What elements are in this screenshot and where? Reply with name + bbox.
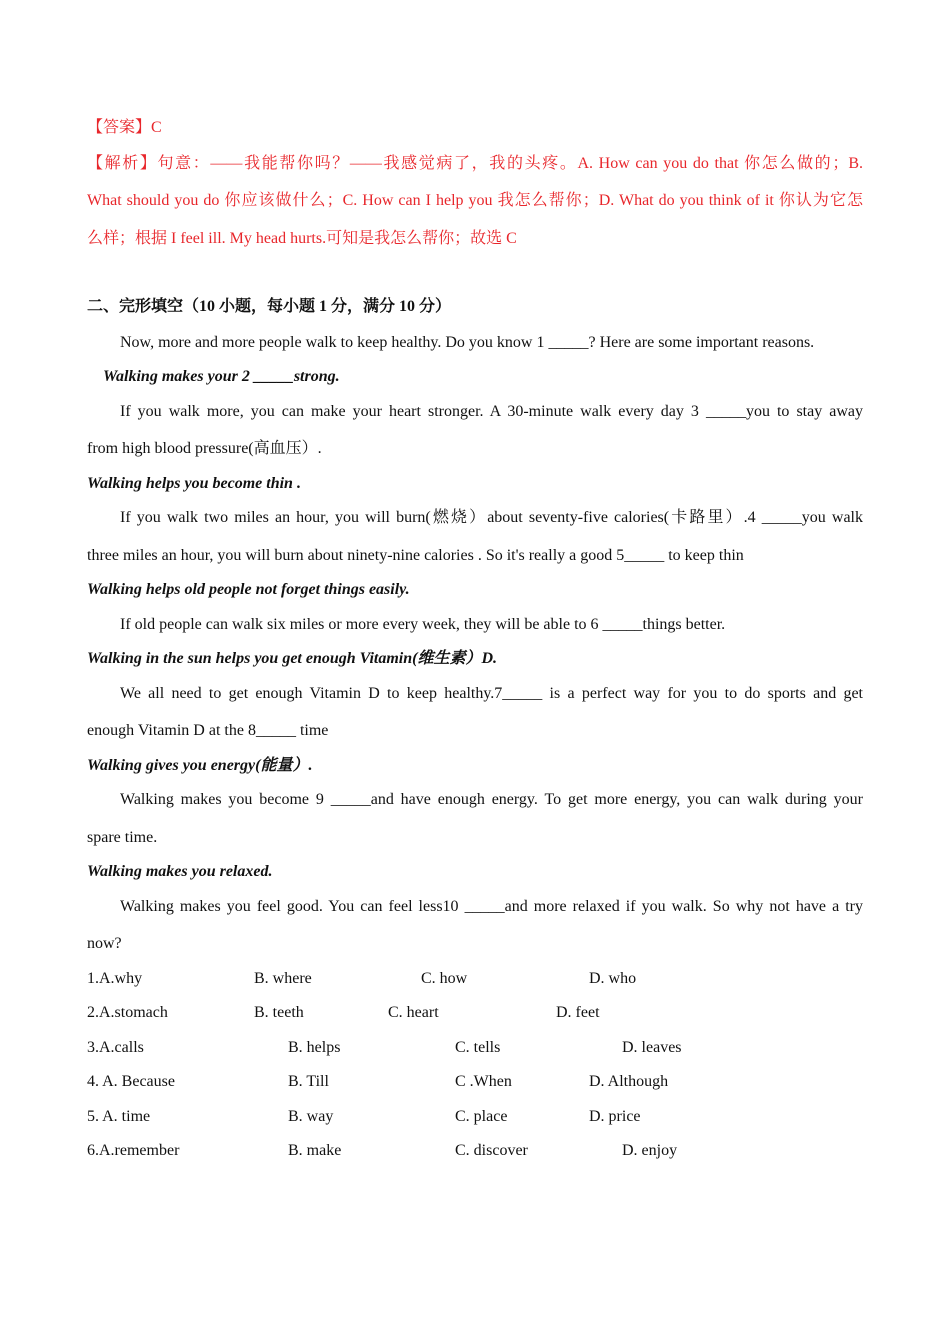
passage-p7a: Walking makes you feel good. You can feel less10 _____and more relaxed if you walk. So why not have a try: [120, 898, 863, 915]
option-b: B. make: [288, 1142, 342, 1159]
option-d: D. enjoy: [622, 1142, 678, 1159]
passage-p6b: spare time.: [87, 829, 158, 846]
section-title: 二、完形填空（10 小题，每小题 1 分，满分 10 分）: [87, 298, 452, 315]
option-c: C. discover: [455, 1142, 528, 1159]
passage-p7b: now?: [87, 935, 122, 952]
passage-p1: Now, more and more people walk to keep healthy. Do you know 1 _____? Here are some important reasons.: [120, 334, 815, 351]
option-b: B. teeth: [254, 1004, 304, 1021]
option-d: D. Although: [589, 1073, 669, 1090]
passage-heading-5: Walking gives you energy(能量）.: [87, 757, 313, 774]
option-c: C .When: [455, 1073, 512, 1090]
passage-p3a: If you walk two miles an hour, you will burn(燃烧）about seventy-five calories(卡路里）.4 _____you walk: [120, 509, 863, 526]
passage-p3b: three miles an hour, you will burn about ninety-nine calories . So it's really a good 5_____ to keep thin: [87, 547, 744, 564]
analysis-line-1: 【解析】句意：——我能帮你吗？——我感觉病了，我的头疼。A. How can you do that 你怎么做的；B.: [87, 155, 863, 172]
option-c: C. heart: [388, 1004, 439, 1021]
analysis-line-3: 么样；根据 I feel ill. My head hurts.可知是我怎么帮你；故选 C: [87, 230, 517, 247]
option-c: C. place: [455, 1108, 508, 1125]
option-d: D. feet: [556, 1004, 600, 1021]
option-c: C. how: [421, 970, 468, 987]
option-d: D. price: [589, 1108, 641, 1125]
passage-p4: If old people can walk six miles or more every week, they will be able to 6 _____things better.: [120, 616, 726, 633]
passage-p5b: enough Vitamin D at the 8_____ time: [87, 722, 329, 739]
option-a: 6.A.remember: [87, 1142, 180, 1159]
option-b: B. Till: [288, 1073, 329, 1090]
passage-p5a: We all need to get enough Vitamin D to keep healthy.7_____ is a perfect way for you to do sports and get: [120, 685, 863, 702]
passage-heading-1: Walking makes your 2 _____strong.: [103, 368, 340, 385]
passage-heading-2: Walking helps you become thin .: [87, 475, 301, 492]
option-a: 2.A.stomach: [87, 1004, 168, 1021]
passage-p2a: If you walk more, you can make your heart stronger. A 30-minute walk every day 3 _____you to stay away: [120, 403, 863, 420]
passage-heading-6: Walking makes you relaxed.: [87, 863, 273, 880]
passage-heading-3: Walking helps old people not forget things easily.: [87, 581, 410, 598]
option-b: B. way: [288, 1108, 334, 1125]
option-a: 1.A.why: [87, 970, 143, 987]
option-b: B. helps: [288, 1039, 341, 1056]
option-d: D. leaves: [622, 1039, 682, 1056]
passage-heading-4: Walking in the sun helps you get enough Vitamin(维生素）D.: [87, 650, 498, 667]
passage-p6a: Walking makes you become 9 _____and have enough energy. To get more energy, you can walk during your: [120, 791, 863, 808]
answer-value: C: [151, 119, 162, 136]
option-c: C. tells: [455, 1039, 501, 1056]
option-a: 5. A. time: [87, 1108, 151, 1125]
answer-line: [87, 118, 162, 138]
option-a: 3.A.calls: [87, 1039, 144, 1056]
analysis-line-2: What should you do 你应该做什么；C. How can I help you 我怎么帮你；D. What do you think of it 你认为它怎: [87, 192, 863, 209]
option-a: 4. A. Because: [87, 1073, 175, 1090]
passage-p2b: from high blood pressure(高血压）.: [87, 440, 322, 457]
answer-label: 【答案】: [87, 119, 152, 136]
option-b: B. where: [254, 970, 312, 987]
option-d: D. who: [589, 970, 637, 987]
